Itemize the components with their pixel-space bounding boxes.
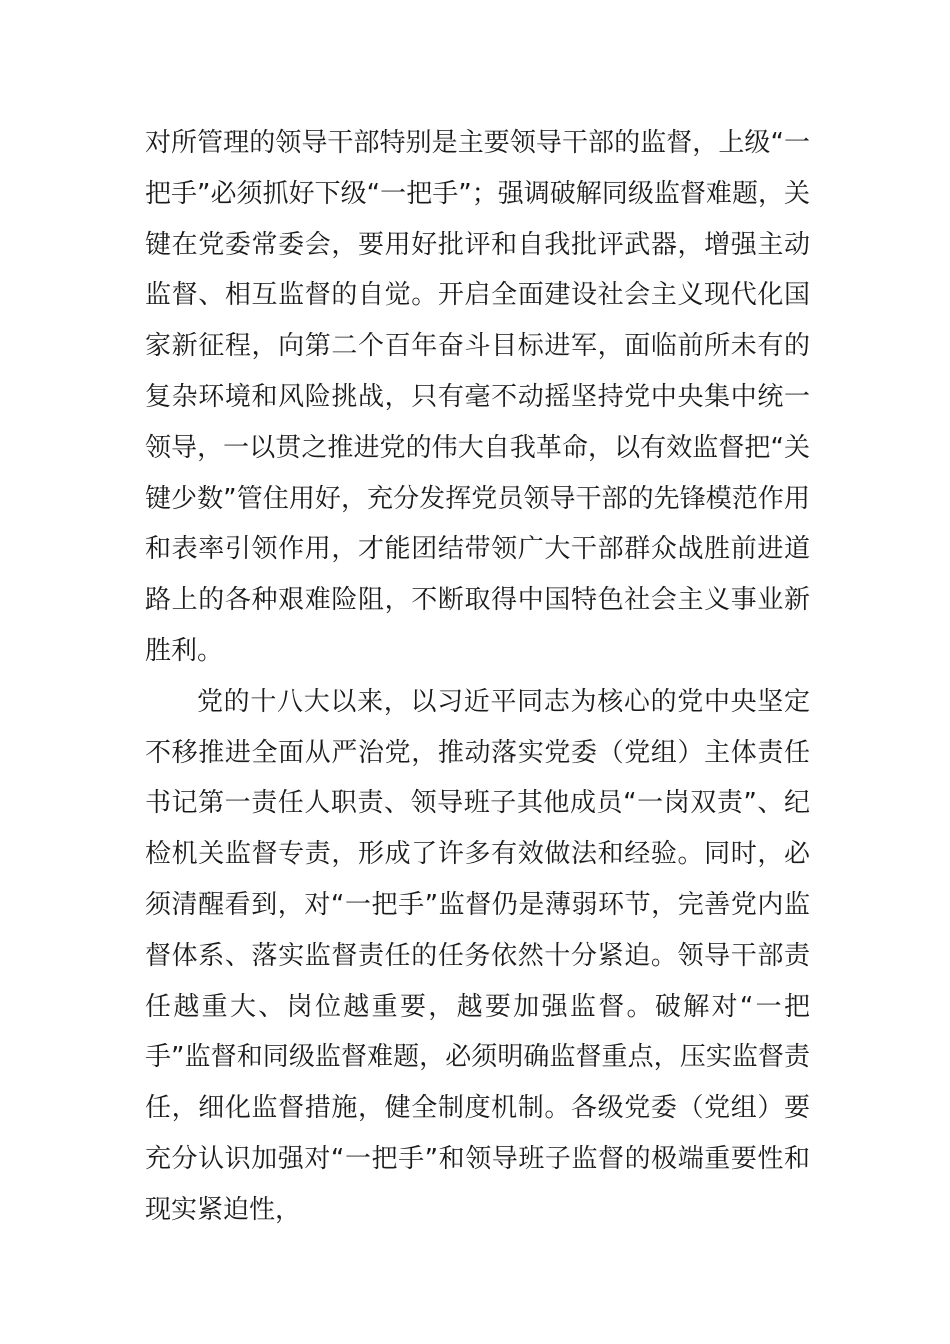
paragraph-party-eighteenth-congress: 党的十八大以来，以习近平同志为核心的党中央坚定不移推进全面从严治党，推动落实党委（党组）主体责任书记第一责任人职责、领导班子其他成员“一岗双责”、纪检机关监督专责，形成了许多有效做法和经验。同时，必须清醒看到，对“一把手”监督仍是薄弱环节，完善党内监督体系、落实监督责任的任务依然十分紧迫。领导干部责任越重大、岗位越重要，越要加强监督。破解对“一把手”监督和同级监督难题，必须明确监督重点，压实监督责任，细化监督措施，健全制度机制。各级党委（党组）要充分认识加强对“一把手”和领导班子监督的极端重要性和现实紧迫性， [145,686,810,1225]
paragraph-continued: 对所管理的领导干部特别是主要领导干部的监督，上级“一把手”必须抓好下级“一把手”；强调破解同级监督难题，关键在党委常委会，要用好批评和自我批评武器，增强主动监督、相互监督的自觉。开启全面建设社会主义现代化国家新征程，向第二个百年奋斗目标进军，面临前所未有的复杂环境和风险挑战，只有毫不动摇坚持党中央集中统一领导，一以贯之推进党的伟大自我革命，以有效监督把“关键少数”管住用好，充分发挥党员领导干部的先锋模范作用和表率引领作用，才能团结带领广大干部群众战胜前进道路上的各种艰难险阻，不断取得中国特色社会主义事业新胜利。 [145,128,810,666]
document-body [145,118,810,1236]
